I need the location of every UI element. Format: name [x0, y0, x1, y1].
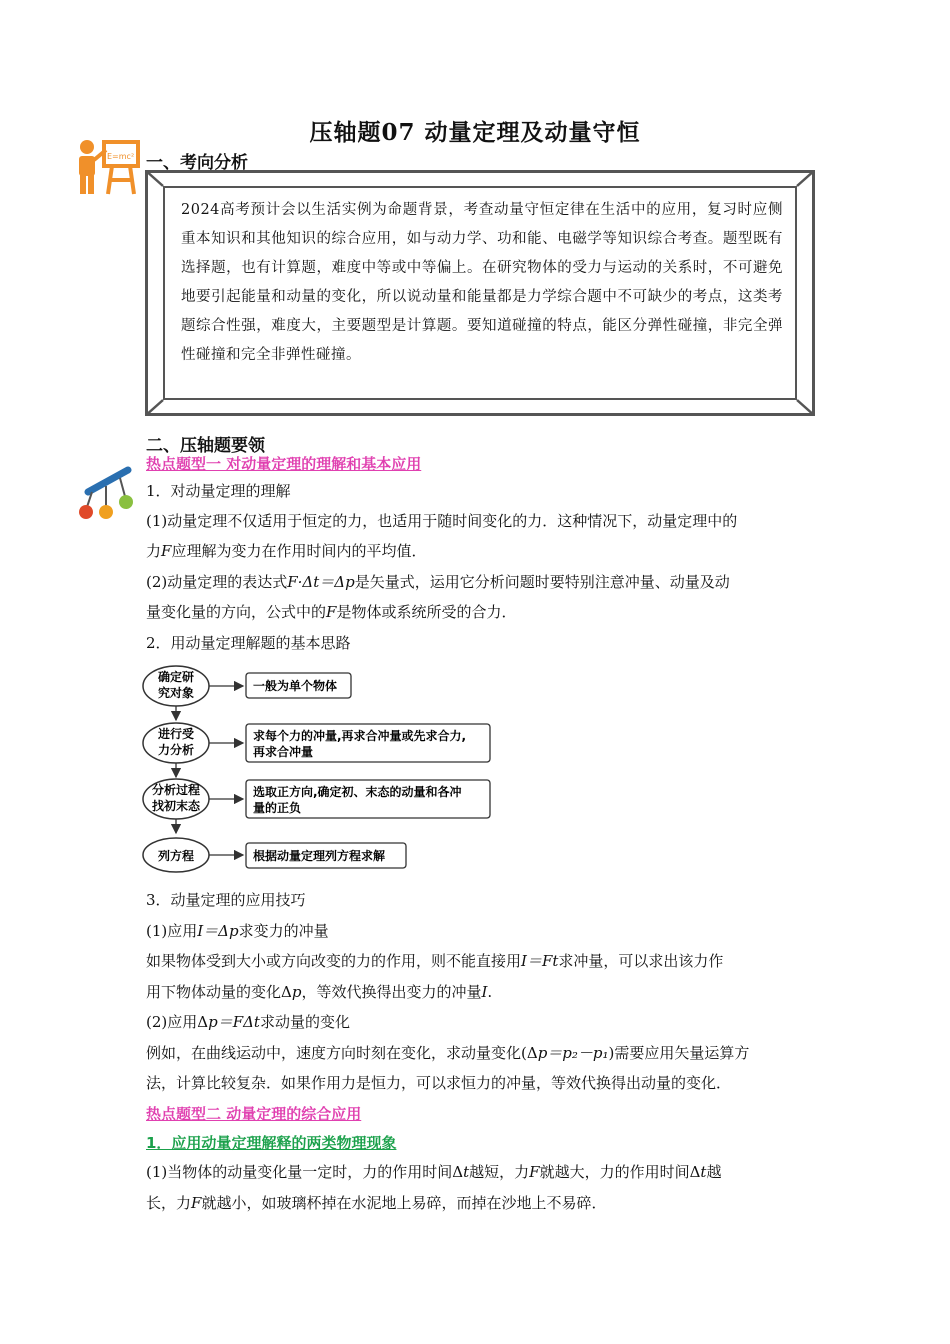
section1-heading: 一、考向分析	[146, 153, 248, 173]
svg-text:究对象: 究对象	[157, 686, 195, 700]
subheading-green[interactable]: 1．应用动量定理解释的两类物理现象	[146, 1134, 397, 1152]
paragraph-9a: 例如，在曲线运动中，速度方向时刻在变化，求动量变化(Δp＝p₂－p₁)需要应用矢量运算方	[146, 1044, 750, 1062]
paragraph-10b: 长，力F就越小，如玻璃杯掉在水泥地上易碎，而掉在沙地上不易碎．	[146, 1194, 607, 1212]
paragraph-2a: (1)动量定理不仅适用于恒定的力，也适用于随时间变化的力．这种情况下，动量定理中的	[146, 512, 738, 530]
svg-text:分析过程: 分析过程	[151, 783, 201, 797]
paragraph-4: 2．用动量定理解题的基本思路	[146, 634, 351, 652]
paragraph-9b: 法，计算比较复杂．如果作用力是恒力，可以求恒力的冲量，等效代换得出动量的变化．	[146, 1074, 732, 1092]
svg-text:求每个力的冲量,再求合冲量或先求合力,: 求每个力的冲量,再求合冲量或先求合力,	[253, 729, 467, 743]
paragraph-10a: (1)当物体的动量变化量一定时，力的作用时间Δt越短，力F就越大，力的作用时间Δt越	[146, 1163, 722, 1181]
paragraph-2b: 力F应理解为变力在作用时间内的平均值．	[146, 542, 427, 560]
molecule-model-icon	[78, 462, 136, 522]
hot-topic-1[interactable]: 热点题型一 对动量定理的理解和基本应用	[146, 455, 422, 473]
svg-text:选取正方向,确定初、末态的动量和各冲: 选取正方向,确定初、末态的动量和各冲	[253, 785, 462, 799]
svg-text:E=mc²: E=mc²	[107, 152, 135, 161]
section2-heading: 二、压轴题要领	[146, 436, 265, 456]
paragraph-3a: (2)动量定理的表达式F·Δt＝Δp是矢量式，运用它分析问题时要特别注意冲量、动量及动	[146, 573, 730, 591]
svg-text:一般为单个物体: 一般为单个物体	[253, 679, 338, 693]
svg-text:再求合冲量: 再求合冲量	[253, 745, 314, 759]
svg-text:找初末态: 找初末态	[151, 799, 201, 813]
page-title: 压轴题07 动量定理及动量守恒	[309, 119, 641, 146]
paragraph-3b: 量变化量的方向，公式中的F是物体或系统所受的合力．	[146, 603, 517, 621]
paragraph-7b: 用下物体动量的变化Δp，等效代换得出变力的冲量I.	[146, 983, 493, 1001]
paragraph-8: (2)应用Δp＝FΔt求动量的变化	[146, 1013, 350, 1031]
svg-text:根据动量定理列方程求解: 根据动量定理列方程求解	[253, 849, 386, 863]
svg-text:力分析: 力分析	[157, 743, 195, 757]
svg-text:量的正负: 量的正负	[253, 801, 302, 815]
teacher-board-icon	[76, 138, 140, 196]
paragraph-6: (1)应用I＝Δp求变力的冲量	[146, 922, 329, 940]
paragraph-1: 1．对动量定理的理解	[146, 482, 291, 500]
hot-topic-2[interactable]: 热点题型二 动量定理的综合应用	[146, 1105, 362, 1123]
paragraph-7a: 如果物体受到大小或方向改变的力的作用，则不能直接用I＝Ft求冲量，可以求出该力作	[146, 952, 724, 970]
svg-text:进行受: 进行受	[157, 727, 195, 741]
svg-text:列方程: 列方程	[157, 849, 195, 863]
analysis-text: 2024高考预计会以生活实例为命题背景，考查动量守恒定律在生活中的应用，复习时应侧重本知识和其他知识的综合应用，如与动力学、功和能、电磁学等知识综合考查。题型既有选择题，也有计算题，难度中等或中等偏上。在研究物体的受力与运动的关系时，不可避免地要引起能量和动量的变化，所以说动量和能量都是力学综合题中不可缺少的考点，这类考题综合性强，难度大，主要题型是计算题。要知道碰撞的特点，能区分弹性碰撞，非完全弹性碰撞和完全非弹性碰撞。	[181, 202, 783, 363]
flowchart	[140, 664, 500, 874]
svg-text:确定研: 确定研	[157, 670, 195, 684]
paragraph-5: 3．动量定理的应用技巧	[146, 891, 306, 909]
